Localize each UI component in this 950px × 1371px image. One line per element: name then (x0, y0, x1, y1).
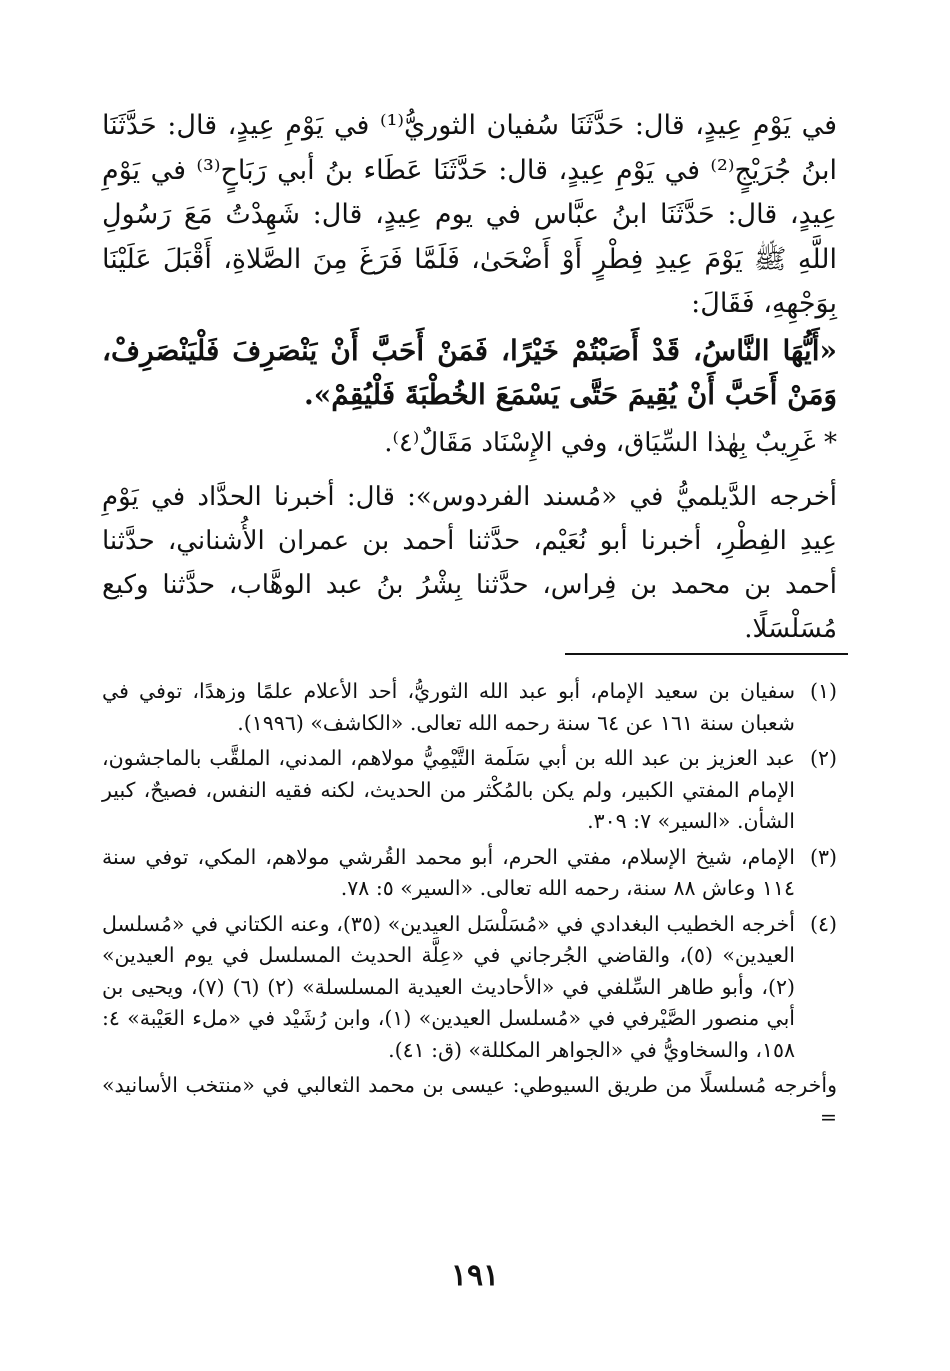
footnotes (102, 676, 837, 1133)
footnote-1 (102, 676, 837, 739)
footnote-text: عبد العزيز بن عبد الله بن أبي سَلَمة التَّيْمِيُّ مولاهم، المدني، الملقَّب بالماجشون، الإمام المفتي الكبير، ولم يكن بالمُكْثر من الحديث، لكنه فقيه النفس، فصيحٌ، كبير الشأن. «السير» ٧: ٣٠٩. (102, 746, 795, 833)
footnote-number: (٤) (809, 911, 837, 936)
grading-comment: * غَرِيبٌ بِهٰذا السِّيَاق، وفي الإِسْنَاد مَقَالٌ⁽٤⁾. (384, 427, 837, 458)
takhrij-paragraph: أخرجه الدَّيلميُّ في «مُسند الفردوس»: قال: أخبرنا الحدَّاد في يَوْمِ عِيدِ الفِطْرِ، أخبرنا أبو نُعَيْم، حدَّثنا أحمد بن عمران الأُشناني، حدَّثنا أحمد بن محمد بن فِراس، حدَّثنا بِشْرُ بنُ عبد الوهَّاب، حدَّثنا وكيع مُسَلْسَلًا. (102, 481, 837, 644)
footnote-2 (102, 743, 837, 838)
main-text (102, 104, 837, 651)
footnote-text: أخرجه الخطيب البغدادي في «مُسَلْسَل العيدين» (٣٥)، وعنه الكتاني في «مُسلسل العيدين» (٥)، والقاضي الجُرجاني في «عِلَّة الحديث المسلسل في يوم العيدين» (٢)، وأبو طاهر السِّلفي في «الأحاديث العيدية المسلسلة» (٢) (٦) (٧)، ويحيى بن أبي منصور الصَّيْرفي في «مُسلسل العيدين» (١)، وابن رُشَيْد في «ملء العَيْبة» ٤: ١٥٨، والسخاويُّ في «الجواهر المكللة» (ق: ٤١). (102, 911, 795, 1062)
footnote-number: (٣) (809, 844, 837, 869)
footnote-4 (102, 909, 837, 1067)
hadith-text: «أَيُّهَا النَّاسُ، قَدْ أَصَبْتُمْ خَيْرًا، فَمَنْ أَحَبَّ أَنْ يَنْصَرِفَ فَلْيَنْصَرِفْ، وَمَنْ أَحَبَّ أَنْ يُقِيمَ حَتَّى يَسْمَعَ الخُطْبَةَ فَلْيُقِمْ». (102, 333, 837, 411)
narration-paragraph: في يَوْمِ عِيدٍ، قال: حَدَّثَنَا سُفيان الثوريُّ⁽¹⁾ في يَوْمِ عِيدٍ، قال: حَدَّثَنَا ابنُ جُرَيْجٍ⁽²⁾ في يَوْمِ عِيدٍ، قال: حَدَّثَنَا عَطَاء بنُ أبي رَبَاحٍ⁽³⁾ في يَوْمِ عِيدٍ، قال: حَدَّثَنَا ابنُ عبَّاس في يوم عِيدٍ، قال: شَهِدْتُ مَعَ رَسُولِ اللَّهِ ﷺ يَوْمَ عِيدِ فِطْرٍ أَوْ أَضْحَىٰ، فَلَمَّا فَرَغَ مِنَ الصَّلاةِ، أَقْبَلَ عَلَيْنَا بِوَجْهِهِ، فَقَالَ: (102, 110, 837, 320)
footnote-3 (102, 842, 837, 905)
footnote-number: (١) (809, 679, 837, 703)
footnote-separator (565, 653, 848, 655)
footnote-text: سفيان بن سعيد الإمام، أبو عبد الله الثوريُّ، أحد الأعلام علمًا وزهدًا، توفي في شعبان سنة ١٦١ عن ٦٤ سنة رحمه الله تعالى. «الكاشف» (١٩٩٦). (102, 679, 795, 735)
footnote-text: الإمام، شيخ الإسلام، مفتي الحرم، أبو محمد القُرشي مولاهم، المكي، توفي سنة ١١٤ وعاش ٨٨ سنة، رحمه الله تعالى. «السير» ٥: ٧٨. (102, 844, 795, 900)
footnote-number: (٢) (809, 746, 837, 770)
page-number: ١٩١ (450, 1258, 500, 1293)
footnote-continuation: وأخرجه مُسلسلًا من طريق السيوطي: عيسى بن محمد الثعالبي في «منتخب الأسانيد» = (102, 1073, 837, 1129)
